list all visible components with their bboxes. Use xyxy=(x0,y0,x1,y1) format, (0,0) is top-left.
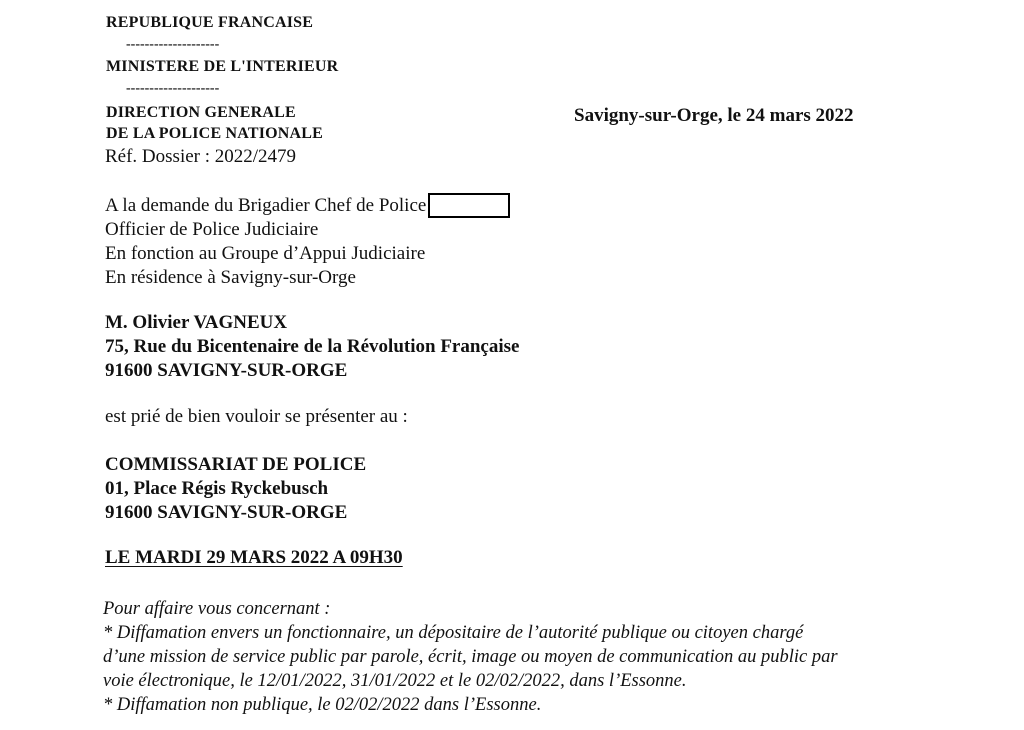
recipient-block xyxy=(105,311,519,383)
ministry-heading: MINISTERE DE L'INTERIEUR xyxy=(106,58,339,75)
place-date: Savigny-sur-Orge, le 24 mars 2022 xyxy=(574,105,854,126)
matter-intro: Pour affaire vous concernant : xyxy=(103,599,331,619)
matter-line-4: * Diffamation non publique, le 02/02/2022 dans l’Essonne. xyxy=(103,695,542,715)
direction-line-2: DE LA POLICE NATIONALE xyxy=(106,125,324,142)
requester-line-2: Officier de Police Judiciaire xyxy=(105,219,319,240)
matter-line-1: * Diffamation envers un fonctionnaire, un dépositaire de l’autorité publique ou citoyen chargé xyxy=(103,623,804,643)
recipient-street: 75, Rue du Bicentenaire de la Révolution Française xyxy=(105,336,520,357)
requester-line-3: En fonction au Groupe d’Appui Judiciaire xyxy=(105,243,426,264)
station-name: COMMISSARIAT DE POLICE xyxy=(105,454,367,475)
republic-heading: REPUBLIQUE FRANCAISE xyxy=(106,14,314,31)
matter-line-3: voie électronique, le 12/01/2022, 31/01/2022 et le 02/02/2022, dans l’Essonne. xyxy=(103,671,687,691)
separator-line: -------------------- xyxy=(126,37,220,52)
direction-line-1: DIRECTION GENERALE xyxy=(106,104,296,121)
file-reference: Réf. Dossier : 2022/2479 xyxy=(105,146,297,167)
recipient-city: 91600 SAVIGNY-SUR-ORGE xyxy=(105,360,348,381)
request-text: est prié de bien vouloir se présenter au : xyxy=(105,406,408,427)
station-city: 91600 SAVIGNY-SUR-ORGE xyxy=(105,502,348,523)
requester-line-4: En résidence à Savigny-sur-Orge xyxy=(105,267,356,288)
requester-block xyxy=(105,193,510,290)
recipient-name: M. Olivier VAGNEUX xyxy=(105,312,288,333)
station-block xyxy=(105,453,366,525)
station-street: 01, Place Régis Ryckebusch xyxy=(105,478,329,499)
matter-block xyxy=(103,597,838,717)
matter-line-2: d’une mission de service public par parole, écrit, image ou moyen de communication au public par xyxy=(103,647,838,667)
separator-line: -------------------- xyxy=(126,81,220,96)
appointment-date: LE MARDI 29 MARS 2022 A 09H30 xyxy=(105,547,403,568)
requester-line-1: A la demande du Brigadier Chef de Police xyxy=(105,193,510,218)
redacted-name-box xyxy=(428,193,510,218)
